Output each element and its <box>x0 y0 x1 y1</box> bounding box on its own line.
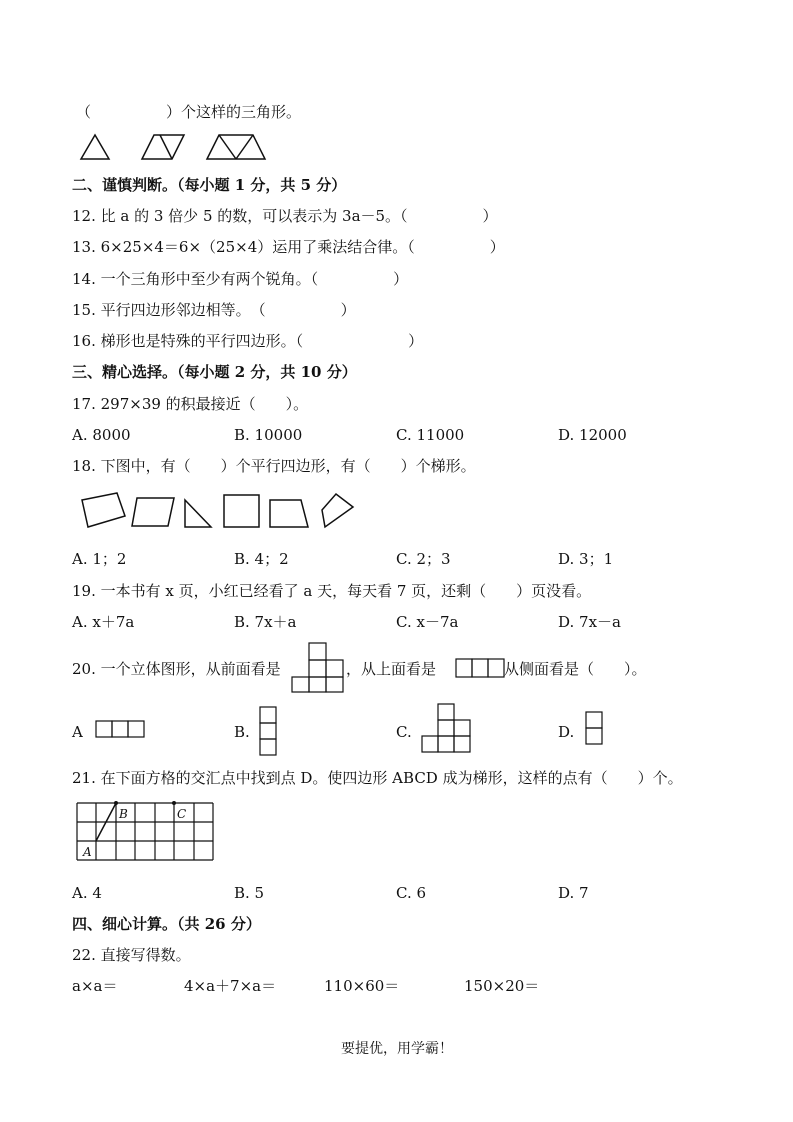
q18-option-a: A. 1；2 <box>72 550 127 568</box>
section-heading-choice: 三、精心选择。（每小题 2 分，共 10 分） <box>72 363 357 381</box>
q22-item-1: a×a＝ <box>72 977 118 995</box>
q22-item-2: 4×a＋7×a＝ <box>184 977 277 995</box>
section-heading-judge: 二、谨慎判断。（每小题 1 分，共 5 分） <box>72 176 347 194</box>
q21-option-b: B. 5 <box>234 884 265 902</box>
page-footer: 要提优，用学霸！ <box>341 1041 453 1057</box>
question-20-stem-part2: ，从上面看是 <box>346 660 437 678</box>
q22-item-4: 150×20＝ <box>464 977 540 995</box>
q19-option-d: D. 7x－a <box>558 613 621 631</box>
q21-option-c: C. 6 <box>396 884 427 902</box>
q19-option-b: B. 7x＋a <box>234 613 297 631</box>
judge-item-15: 15. 平行四边形邻边相等。 （ ） <box>72 301 356 319</box>
q20-option-b: B. <box>234 723 250 741</box>
judge-item-16: 16. 梯形也是特殊的平行四边形。（ ） <box>72 332 424 350</box>
q22-item-3: 110×60＝ <box>324 977 400 995</box>
question-20-stem-part1: 20. 一个立体图形，从前面看是 <box>72 660 281 678</box>
q17-option-c: C. 11000 <box>396 426 465 444</box>
q21-option-a: A. 4 <box>72 884 102 902</box>
question-11-blank: （ ）个这样的三角形。 <box>76 103 302 121</box>
q20-option-c: C. <box>396 723 412 741</box>
question-21-stem: 21. 在下面方格的交汇点中找到点 D。使四边形 ABCD 成为梯形，这样的点有（ ）个。 <box>72 769 683 787</box>
question-18-stem: 18. 下图中，有（ ）个平行四边形，有（ ）个梯形。 <box>72 457 476 475</box>
question-20-stem-part3: 从侧面看是（ ）。 <box>504 660 647 678</box>
grid-label-a: A <box>83 845 92 859</box>
q19-option-a: A. x＋7a <box>72 613 135 631</box>
q17-option-a: A. 8000 <box>72 426 131 444</box>
section-heading-calc: 四、细心计算。（共 26 分） <box>72 915 261 933</box>
q21-option-d: D. 7 <box>558 884 589 902</box>
q20-option-d: D. <box>558 723 575 741</box>
question-17-stem: 17. 297×39 的积最接近（ ）。 <box>72 395 309 413</box>
grid-label-c: C <box>177 807 187 821</box>
grid-label-b: B <box>119 807 128 821</box>
q18-option-b: B. 4；2 <box>234 550 289 568</box>
judge-item-14: 14. 一个三角形中至少有两个锐角。（ ） <box>72 270 409 288</box>
q18-option-d: D. 3；1 <box>558 550 614 568</box>
q19-option-c: C. x－7a <box>396 613 459 631</box>
judge-item-13: 13. 6×25×4＝6×（25×4）运用了乘法结合律。（ ） <box>72 238 505 256</box>
question-19-stem: 19. 一本书有 x 页，小红已经看了 a 天，每天看 7 页，还剩（ ）页没看。 <box>72 582 592 600</box>
q20-option-a: A <box>72 723 83 741</box>
q18-option-c: C. 2；3 <box>396 550 451 568</box>
question-22-stem: 22. 直接写得数。 <box>72 946 191 964</box>
q17-option-d: D. 12000 <box>558 426 627 444</box>
judge-item-12: 12. 比 a 的 3 倍少 5 的数，可以表示为 3a－5。（ ） <box>72 207 498 225</box>
q17-option-b: B. 10000 <box>234 426 303 444</box>
